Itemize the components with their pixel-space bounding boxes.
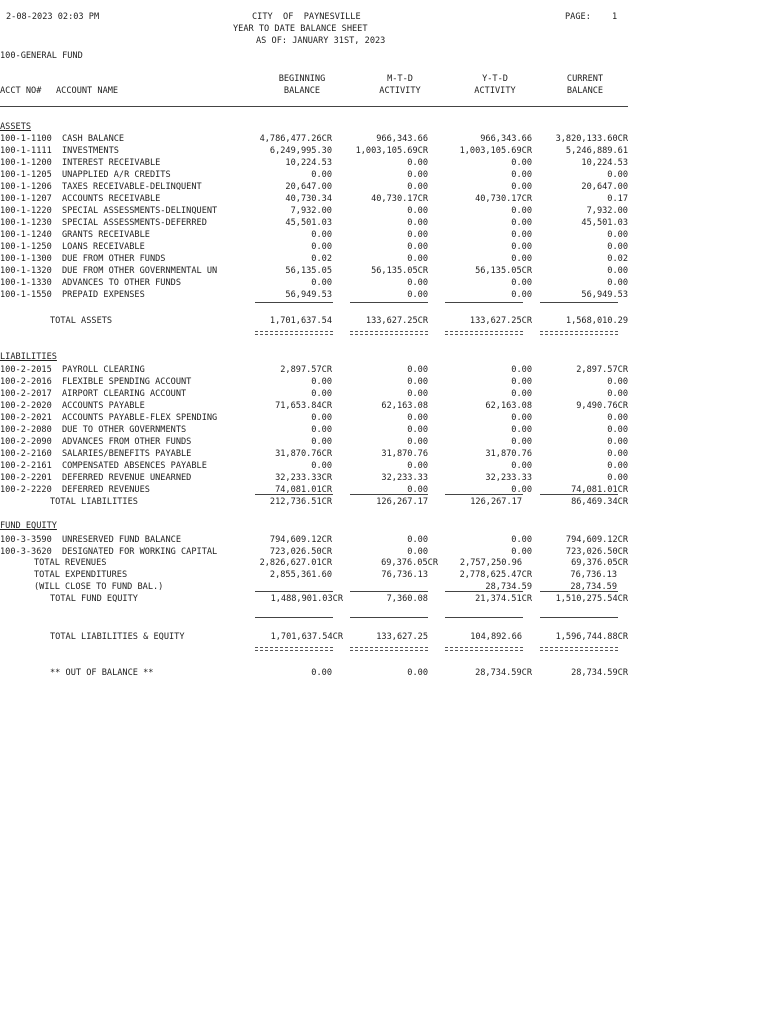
mtd-activity: 0.00	[407, 389, 428, 399]
account-number: 100-2-2020	[0, 401, 52, 411]
mtd-activity: 0.00	[407, 230, 428, 240]
beginning-balance: 45,501.03	[285, 218, 332, 228]
current-balance: 0.17	[607, 194, 628, 204]
beginning-balance: 0.00	[311, 389, 332, 399]
ytd-activity: 0.00	[511, 230, 532, 240]
ytd-activity: 0.00	[511, 182, 532, 192]
account-number: 100-2-2220	[0, 485, 52, 495]
beginning-balance: 7,932.00	[290, 206, 332, 216]
beginning-balance: 71,653.84CR	[275, 401, 332, 411]
total-revenues-mtd: 69,376.05CR	[381, 558, 438, 568]
total-fund-equity-label: TOTAL FUND EQUITY	[50, 594, 138, 604]
rule	[445, 494, 523, 495]
ytd-activity: 0.00	[511, 547, 532, 557]
rule	[540, 302, 618, 303]
current-balance: 3,820,133.60CR	[555, 134, 628, 144]
account-number: 100-1-1111	[0, 146, 52, 156]
ytd-activity: 0.00	[511, 413, 532, 423]
col-account-name: ACCOUNT NAME	[56, 86, 119, 96]
grand-total-cur: 1,596,744.88CR	[555, 632, 628, 642]
ytd-activity: 31,870.76	[485, 449, 532, 459]
account-name: DEFERRED REVENUE UNEARNED	[62, 473, 192, 483]
mtd-activity: 0.00	[407, 437, 428, 447]
account-name: ACCOUNTS PAYABLE-FLEX SPENDING	[62, 413, 218, 423]
col-ytd-2: ACTIVITY	[474, 86, 516, 96]
table-row	[0, 182, 640, 194]
out-of-balance-label: ** OUT OF BALANCE **	[50, 668, 154, 678]
page-label: PAGE:	[565, 12, 591, 22]
beginning-balance: 56,949.53	[285, 290, 332, 300]
total-liabilities-ytd: 126,267.17	[470, 497, 522, 507]
ytd-activity: 0.00	[511, 242, 532, 252]
page-number: 1	[612, 12, 618, 22]
current-balance: 794,609.12CR	[565, 535, 628, 545]
mtd-activity: 0.00	[407, 290, 428, 300]
beginning-balance: 0.00	[311, 230, 332, 240]
assets-heading: ASSETS	[0, 122, 32, 132]
total-assets-cur: 1,568,010.29	[565, 316, 628, 326]
beginning-balance: 2,897.57CR	[280, 365, 332, 375]
mtd-activity: 0.00	[407, 461, 428, 471]
current-balance: 0.00	[607, 170, 628, 180]
account-name: ACCOUNTS PAYABLE	[62, 401, 145, 411]
current-balance: 7,932.00	[586, 206, 628, 216]
table-row	[0, 206, 640, 218]
table-row	[0, 146, 640, 158]
total-liabilities-beg: 212,736.51CR	[269, 497, 332, 507]
out-of-balance-cur: 28,734.59CR	[571, 668, 628, 678]
rule	[350, 302, 428, 303]
rule	[350, 494, 428, 495]
account-name: INTEREST RECEIVABLE	[62, 158, 161, 168]
account-name: PAYROLL CLEARING	[62, 365, 145, 375]
rule	[540, 591, 618, 592]
beginning-balance: 0.00	[311, 377, 332, 387]
mtd-activity: 31,870.76	[381, 449, 428, 459]
mtd-activity: 0.00	[407, 377, 428, 387]
equity-heading: FUND EQUITY	[0, 521, 57, 531]
account-number: 100-3-3620	[0, 547, 52, 557]
ytd-activity: 0.00	[511, 485, 532, 495]
account-number: 100-1-1206	[0, 182, 52, 192]
current-balance: 5,246,889.61	[565, 146, 628, 156]
beginning-balance: 6,249,995.30	[269, 146, 332, 156]
ytd-activity: 0.00	[511, 425, 532, 435]
report-as-of: AS OF: JANUARY 31ST, 2023	[256, 36, 386, 46]
table-row	[0, 254, 640, 266]
account-name: DUE FROM OTHER GOVERNMENTAL UN	[62, 266, 218, 276]
table-row	[0, 413, 640, 425]
account-name: ADVANCES FROM OTHER FUNDS	[62, 437, 192, 447]
beginning-balance: 4,786,477.26CR	[259, 134, 332, 144]
table-row	[0, 425, 640, 437]
beginning-balance: 0.02	[311, 254, 332, 264]
beginning-balance: 32,233.33CR	[275, 473, 332, 483]
account-number: 100-1-1300	[0, 254, 52, 264]
rule	[540, 494, 618, 495]
account-name: DUE FROM OTHER FUNDS	[62, 254, 166, 264]
rule	[445, 302, 523, 303]
ytd-activity: 0.00	[511, 206, 532, 216]
current-balance: 56,949.53	[581, 290, 628, 300]
ytd-activity: 0.00	[511, 389, 532, 399]
col-acct-no: ACCT NO#	[0, 86, 42, 96]
current-balance: 0.00	[607, 473, 628, 483]
account-name: ACCOUNTS RECEIVABLE	[62, 194, 161, 204]
table-row	[0, 473, 640, 485]
table-row	[0, 194, 640, 206]
ytd-activity: 0.00	[511, 254, 532, 264]
account-number: 100-2-2080	[0, 425, 52, 435]
current-balance: 0.00	[607, 230, 628, 240]
col-beginning-2: BALANCE	[283, 86, 321, 96]
double-rule	[350, 647, 428, 651]
close-note-label: (WILL CLOSE TO FUND BAL.)	[34, 582, 164, 592]
ytd-activity: 0.00	[511, 365, 532, 375]
account-number: 100-1-1330	[0, 278, 52, 288]
table-row	[0, 242, 640, 254]
rule	[255, 591, 333, 592]
table-row	[0, 365, 640, 377]
account-number: 100-2-2015	[0, 365, 52, 375]
beginning-balance: 0.00	[311, 437, 332, 447]
mtd-activity: 1,003,105.69CR	[355, 146, 428, 156]
beginning-balance: 0.00	[311, 242, 332, 252]
rule	[255, 617, 333, 618]
current-balance: 10,224.53	[581, 158, 628, 168]
account-name: LOANS RECEIVABLE	[62, 242, 145, 252]
total-fund-equity-mtd: 7,360.08	[386, 594, 428, 604]
beginning-balance: 74,081.01CR	[275, 485, 332, 495]
total-expenditures-ytd: 2,778,625.47CR	[459, 570, 532, 580]
account-number: 100-2-2017	[0, 389, 52, 399]
mtd-activity: 40,730.17CR	[371, 194, 428, 204]
grand-total-mtd: 133,627.25	[376, 632, 428, 642]
mtd-activity: 56,135.05CR	[371, 266, 428, 276]
rule	[445, 617, 523, 618]
account-number: 100-2-2160	[0, 449, 52, 459]
rule	[255, 494, 333, 495]
beginning-balance: 0.00	[311, 425, 332, 435]
current-balance: 45,501.03	[581, 218, 628, 228]
beginning-balance: 0.00	[311, 413, 332, 423]
ytd-activity: 0.00	[511, 437, 532, 447]
total-fund-equity-cur: 1,510,275.54CR	[555, 594, 628, 604]
total-assets-label: TOTAL ASSETS	[50, 316, 113, 326]
account-number: 100-1-1207	[0, 194, 52, 204]
beginning-balance: 0.00	[311, 278, 332, 288]
account-number: 100-2-2161	[0, 461, 52, 471]
double-rule	[445, 647, 523, 651]
col-mtd-2: ACTIVITY	[379, 86, 421, 96]
total-assets-beg: 1,701,637.54	[269, 316, 332, 326]
ytd-activity: 0.00	[511, 377, 532, 387]
double-rule	[255, 331, 333, 335]
total-expenditures-label: TOTAL EXPENDITURES	[34, 570, 128, 580]
mtd-activity: 0.00	[407, 242, 428, 252]
mtd-activity: 0.00	[407, 206, 428, 216]
current-balance: 0.00	[607, 449, 628, 459]
grand-total-beg: 1,701,637.54CR	[270, 632, 343, 642]
rule	[445, 591, 523, 592]
ytd-activity: 1,003,105.69CR	[459, 146, 532, 156]
close-note-cur: 28,734.59	[570, 582, 617, 592]
ytd-activity: 0.00	[511, 535, 532, 545]
entity-name: CITY OF PAYNESVILLE	[252, 12, 361, 22]
total-expenditures-mtd: 76,736.13	[381, 570, 428, 580]
mtd-activity: 0.00	[407, 547, 428, 557]
col-beginning-1: BEGINNING	[278, 74, 326, 84]
beginning-balance: 0.00	[311, 461, 332, 471]
current-balance: 0.00	[607, 425, 628, 435]
account-number: 100-1-1200	[0, 158, 52, 168]
current-balance: 20,647.00	[581, 182, 628, 192]
report-title: YEAR TO DATE BALANCE SHEET	[233, 24, 368, 34]
ytd-activity: 56,135.05CR	[475, 266, 532, 276]
mtd-activity: 0.00	[407, 170, 428, 180]
account-number: 100-1-1100	[0, 134, 52, 144]
liabilities-heading: LIABILITIES	[0, 352, 57, 362]
account-number: 100-2-2021	[0, 413, 52, 423]
account-number: 100-1-1230	[0, 218, 52, 228]
ytd-activity: 0.00	[511, 170, 532, 180]
account-number: 100-1-1320	[0, 266, 52, 276]
double-rule	[540, 331, 618, 335]
beginning-balance: 40,730.34	[285, 194, 332, 204]
total-revenues-label: TOTAL REVENUES	[34, 558, 107, 568]
table-row	[0, 437, 640, 449]
current-balance: 74,081.01CR	[571, 485, 628, 495]
beginning-balance: 10,224.53	[285, 158, 332, 168]
total-revenues-cur: 69,376.05CR	[571, 558, 628, 568]
table-row	[0, 401, 640, 413]
rule	[350, 591, 428, 592]
current-balance: 0.00	[607, 242, 628, 252]
table-row	[0, 389, 640, 401]
account-name: AIRPORT CLEARING ACCOUNT	[62, 389, 187, 399]
ytd-activity: 0.00	[511, 290, 532, 300]
total-assets-ytd: 133,627.25CR	[469, 316, 532, 326]
account-name: ADVANCES TO OTHER FUNDS	[62, 278, 181, 288]
beginning-balance: 794,609.12CR	[269, 535, 332, 545]
grand-total-label: TOTAL LIABILITIES & EQUITY	[50, 632, 185, 642]
ytd-activity: 0.00	[511, 218, 532, 228]
table-row	[0, 485, 640, 497]
account-name: CASH BALANCE	[62, 134, 125, 144]
current-balance: 0.00	[607, 266, 628, 276]
table-row	[0, 134, 640, 146]
beginning-balance: 56,135.05	[285, 266, 332, 276]
total-fund-equity-beg: 1,488,901.03CR	[270, 594, 343, 604]
ytd-activity: 40,730.17CR	[475, 194, 532, 204]
mtd-activity: 0.00	[407, 182, 428, 192]
ytd-activity: 0.00	[511, 461, 532, 471]
total-assets-mtd: 133,627.25CR	[365, 316, 428, 326]
total-expenditures-cur: 76,736.13	[570, 570, 617, 580]
mtd-activity: 0.00	[407, 365, 428, 375]
account-number: 100-2-2016	[0, 377, 52, 387]
ytd-activity: 0.00	[511, 158, 532, 168]
ytd-activity: 966,343.66	[480, 134, 532, 144]
col-ytd-1: Y-T-D	[482, 74, 508, 84]
total-revenues-ytd: 2,757,250.96	[459, 558, 522, 568]
total-liabilities-cur: 86,469.34CR	[571, 497, 628, 507]
account-name: SALARIES/BENEFITS PAYABLE	[62, 449, 192, 459]
table-row	[0, 266, 640, 278]
report-datetime: 2-08-2023 02:03 PM	[6, 12, 100, 22]
rule	[350, 617, 428, 618]
ytd-activity: 0.00	[511, 278, 532, 288]
total-revenues-beg: 2,826,627.01CR	[259, 558, 332, 568]
account-name: DEFERRED REVENUES	[62, 485, 150, 495]
double-rule	[255, 647, 333, 651]
account-number: 100-1-1205	[0, 170, 52, 180]
current-balance: 0.00	[607, 461, 628, 471]
mtd-activity: 0.00	[407, 425, 428, 435]
account-number: 100-1-1220	[0, 206, 52, 216]
header-rule	[0, 106, 628, 107]
ytd-activity: 62,163.08	[485, 401, 532, 411]
rule	[540, 617, 618, 618]
table-row	[0, 290, 640, 302]
rule	[255, 302, 333, 303]
fund-name: 100-GENERAL FUND	[0, 51, 83, 61]
mtd-activity: 0.00	[407, 158, 428, 168]
beginning-balance: 723,026.50CR	[269, 547, 332, 557]
table-row	[0, 158, 640, 170]
account-name: DESIGNATED FOR WORKING CAPITAL	[62, 547, 218, 557]
account-number: 100-1-1550	[0, 290, 52, 300]
account-name: TAXES RECEIVABLE-DELINQUENT	[62, 182, 202, 192]
total-liabilities-mtd: 126,267.17	[376, 497, 428, 507]
out-of-balance-ytd: 28,734.59CR	[475, 668, 532, 678]
table-row	[0, 461, 640, 473]
total-fund-equity-ytd: 21,374.51CR	[475, 594, 532, 604]
total-liabilities-label: TOTAL LIABILITIES	[50, 497, 138, 507]
close-note-ytd: 28,734.59	[485, 582, 532, 592]
beginning-balance: 20,647.00	[285, 182, 332, 192]
current-balance: 0.02	[607, 254, 628, 264]
table-row	[0, 377, 640, 389]
account-name: GRANTS RECEIVABLE	[62, 230, 150, 240]
col-current-2: BALANCE	[566, 86, 604, 96]
col-mtd-1: M-T-D	[387, 74, 413, 84]
out-of-balance-mtd: 0.00	[407, 668, 428, 678]
current-balance: 723,026.50CR	[565, 547, 628, 557]
account-name: DUE TO OTHER GOVERNMENTS	[62, 425, 187, 435]
account-name: COMPENSATED ABSENCES PAYABLE	[62, 461, 207, 471]
out-of-balance-beg: 0.00	[311, 668, 332, 678]
account-number: 100-3-3590	[0, 535, 52, 545]
current-balance: 0.00	[607, 413, 628, 423]
double-rule	[540, 647, 618, 651]
total-expenditures-beg: 2,855,361.60	[269, 570, 332, 580]
table-row	[0, 170, 640, 182]
account-number: 100-2-2090	[0, 437, 52, 447]
account-number: 100-1-1250	[0, 242, 52, 252]
account-name: FLEXIBLE SPENDING ACCOUNT	[62, 377, 192, 387]
current-balance: 0.00	[607, 278, 628, 288]
mtd-activity: 0.00	[407, 485, 428, 495]
mtd-activity: 0.00	[407, 535, 428, 545]
mtd-activity: 966,343.66	[376, 134, 428, 144]
account-name: UNRESERVED FUND BALANCE	[62, 535, 181, 545]
current-balance: 0.00	[607, 389, 628, 399]
col-current-1: CURRENT	[566, 74, 604, 84]
ytd-activity: 32,233.33	[485, 473, 532, 483]
double-rule	[350, 331, 428, 335]
current-balance: 9,490.76CR	[576, 401, 628, 411]
account-name: UNAPPLIED A/R CREDITS	[62, 170, 171, 180]
beginning-balance: 31,870.76CR	[275, 449, 332, 459]
mtd-activity: 0.00	[407, 218, 428, 228]
table-row	[0, 449, 640, 461]
double-rule	[445, 331, 523, 335]
table-row	[0, 535, 640, 547]
mtd-activity: 0.00	[407, 278, 428, 288]
account-name: INVESTMENTS	[62, 146, 119, 156]
account-number: 100-2-2201	[0, 473, 52, 483]
table-row	[0, 278, 640, 290]
grand-total-ytd: 104,892.66	[470, 632, 522, 642]
account-name: SPECIAL ASSESSMENTS-DEFERRED	[62, 218, 207, 228]
account-name: SPECIAL ASSESSMENTS-DELINQUENT	[62, 206, 218, 216]
account-number: 100-1-1240	[0, 230, 52, 240]
account-name: PREPAID EXPENSES	[62, 290, 145, 300]
mtd-activity: 0.00	[407, 413, 428, 423]
current-balance: 2,897.57CR	[576, 365, 628, 375]
mtd-activity: 32,233.33	[381, 473, 428, 483]
mtd-activity: 0.00	[407, 254, 428, 264]
table-row	[0, 230, 640, 242]
table-row	[0, 218, 640, 230]
beginning-balance: 0.00	[311, 170, 332, 180]
current-balance: 0.00	[607, 437, 628, 447]
current-balance: 0.00	[607, 377, 628, 387]
mtd-activity: 62,163.08	[381, 401, 428, 411]
